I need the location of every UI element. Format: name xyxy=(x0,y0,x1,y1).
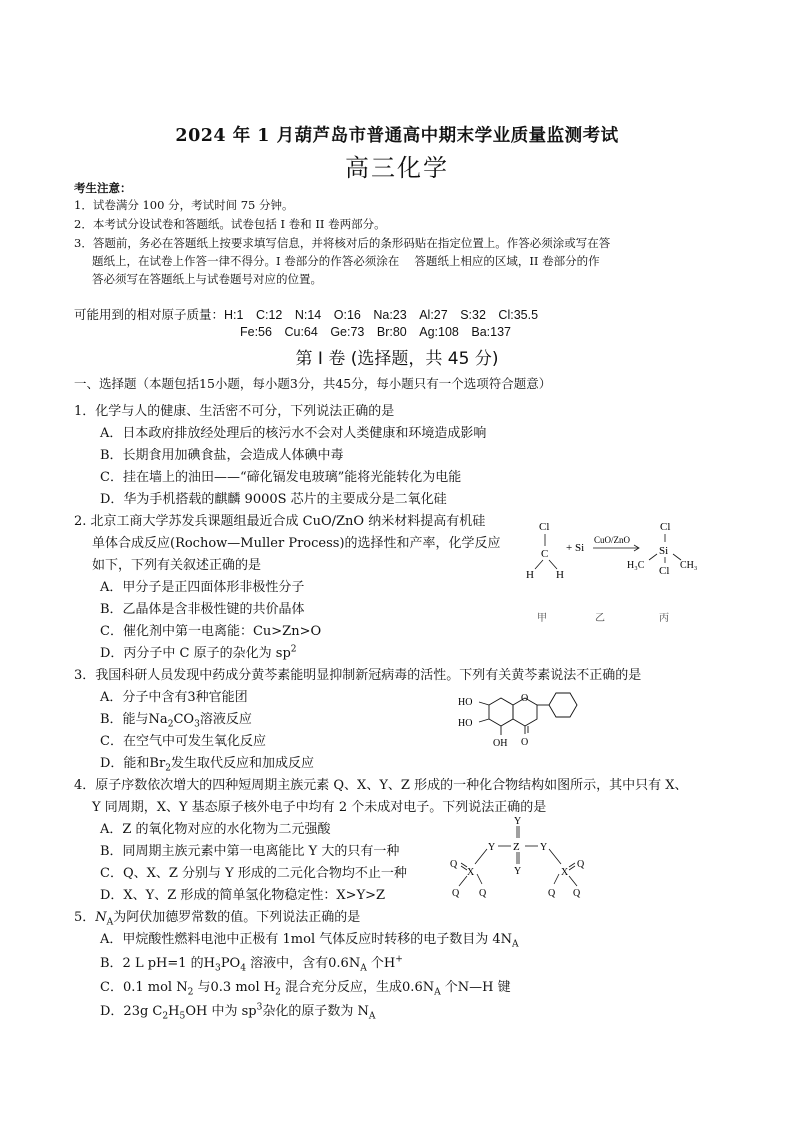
q3-ho-mid: HO xyxy=(458,718,473,729)
q5-option-c: C．0.1 mol $N_2$ 与0.3 mol $H_2$ 混合充分反应，生成$0.6N_A$ 个N—H 键 xyxy=(100,980,511,998)
subject-title: 高三化学 xyxy=(345,154,449,182)
atomic-mass-line-1: 可能用到的相对原子质量：H:1 C:12 N:14 O:16 Na:23 Al:27 S:32 Cl:35.5 xyxy=(74,308,539,322)
q4-q-right-bottom-a: Q xyxy=(548,888,556,899)
q4-stem-line-1: 4．原子序数依次增大的四种短周期主族元素 Q、X、Y、Z 形成的一种化合物结构如图所示，其中只有 X、 xyxy=(74,778,688,793)
q3-option-c: C．在空气中可发生氧化反应 xyxy=(100,734,266,749)
q5-option-d: D．23g $C_2H_5OH$ 中为 $sp^3$杂化的原子数为 $N_A$ xyxy=(100,1002,376,1022)
q2-cl-top: Cl xyxy=(539,521,550,533)
q2-carbon: C xyxy=(541,548,549,560)
q2-option-c: C．催化剂中第一电离能：Cu>Zn>O xyxy=(100,624,322,639)
q4-structure-figure xyxy=(440,812,590,902)
q2-option-d: D．丙分子中 C 原子的杂化为 $sp^2$ xyxy=(100,644,297,661)
q2-ch3: CH₃ xyxy=(680,560,698,571)
exam-title: 2024 年 1 月葫芦岛市普通高中期末学业质量监测考试 xyxy=(175,126,619,146)
q3-ring-o: O xyxy=(521,693,529,704)
q2-option-a: A．甲分子是正四面体形非极性分子 xyxy=(100,580,305,595)
q1-option-c: C．挂在墙上的油田——“碲化镉发电玻璃”能将光能转化为电能 xyxy=(100,470,462,485)
notice-item-3-line-3: 答必须写在答题纸上与试卷题号对应的位置。 xyxy=(92,272,322,286)
q4-q-left-bottom-a: Q xyxy=(452,888,460,899)
q3-oh-bottom: OH xyxy=(493,738,508,749)
q4-option-b: B．同周期主族元素中第一电离能比 Y 大的只有一种 xyxy=(100,844,400,859)
q2-catalyst: CuO/ZnO xyxy=(594,535,630,545)
q2-silicon: Si xyxy=(659,545,669,557)
q5-stem: 5．$N_A$为阿伏加德罗常数的值。下列说法正确的是 xyxy=(74,910,361,928)
q2-cl-top-product: Cl xyxy=(660,521,671,533)
q2-stem-line-2: 单体合成反应(Rochow—Muller Process)的选择性和产率，化学反应 xyxy=(92,536,501,551)
part1-title: 第 I 卷 (选择题，共 45 分) xyxy=(295,349,499,369)
q2-h-left: H xyxy=(526,569,534,581)
q1-option-d: D．华为手机搭载的麒麟 9000S 芯片的主要成分是二氧化硅 xyxy=(100,492,447,507)
q1-option-a: A．日本政府排放经处理后的核污水不会对人类健康和环境造成影响 xyxy=(100,426,487,441)
notice-heading: 考生注意： xyxy=(74,181,132,195)
q2-cl-bottom-product: Cl xyxy=(659,565,670,577)
q1-option-b: B．长期食用加碘食盐，会造成人体碘中毒 xyxy=(100,448,344,463)
q2-label-yi: 乙 xyxy=(595,613,605,624)
q2-option-b: B．乙晶体是含非极性键的共价晶体 xyxy=(100,602,305,617)
q2-h-right: H xyxy=(556,569,564,581)
section-heading: 一、选择题（本题包括15小题，每小题3分，共45分，每小题只有一个选项符合题意） xyxy=(74,376,552,391)
q3-ho-top: HO xyxy=(458,697,473,708)
q4-q-right-top: Q xyxy=(577,859,585,870)
q4-stem-line-2: Y 同周期，X、Y 基态原子核外电子中均有 2 个未成对电子。下列说法正确的是 xyxy=(92,800,547,815)
q5-option-a: A．甲烷酸性燃料电池中正极有 1mol 气体反应时转移的电子数目为 $4N_A$ xyxy=(100,932,519,950)
q4-q-left-top: Q xyxy=(450,859,458,870)
q3-stem: 3．我国科研人员发现中药成分黄芩素能明显抑制新冠病毒的活性。下列有关黄芩素说法不正确的是 xyxy=(74,668,642,683)
q1-stem: 1．化学与人的健康、生活密不可分，下列说法正确的是 xyxy=(74,404,395,419)
q2-plus-si: + Si xyxy=(566,542,585,554)
notice-item-2: 2．本考试分设试卷和答题纸。试卷包括 I 卷和 II 卷两部分。 xyxy=(74,217,386,231)
q4-x-left: X xyxy=(467,867,475,878)
notice-item-1: 1．试卷满分 100 分，考试时间 75 分钟。 xyxy=(74,198,294,212)
notice-item-3-line-2: 题纸上，在试卷上作答一律不得分。I 卷部分的作答必须涂在 答题纸上相应的区域，II 卷部分的作 xyxy=(92,254,600,268)
q4-option-a: A．Z 的氧化物对应的水化物为二元强酸 xyxy=(100,822,331,837)
q2-label-jia: 甲 xyxy=(537,613,547,624)
q2-stem-line-1: 2. 北京工商大学苏发兵课题组最近合成 CuO/ZnO 纳米材料提高有机硅 xyxy=(74,514,486,529)
q4-y-bottom: Y xyxy=(514,866,522,877)
q4-y-left: Y xyxy=(488,842,496,853)
q3-option-d: D．能和$Br_2$发生取代反应和加成反应 xyxy=(100,756,315,774)
q3-baicalein-structure xyxy=(455,690,595,762)
q3-option-b: B．能与$Na_2CO_3$溶液反应 xyxy=(100,712,252,730)
q3-carbonyl-o: O xyxy=(521,737,529,748)
q2-stem-line-3: 如下，下列有关叙述正确的是 xyxy=(92,558,262,573)
q4-q-right-bottom-b: Q xyxy=(573,888,581,899)
q2-label-bing: 丙 xyxy=(659,613,669,624)
atomic-mass-line-2: Fe:56 Cu:64 Ge:73 Br:80 Ag:108 Ba:137 xyxy=(240,325,511,339)
q4-q-left-bottom-b: Q xyxy=(479,888,487,899)
q2-reaction-figure xyxy=(510,515,710,630)
notice-item-3-line-1: 3．答题前，务必在答题纸上按要求填写信息，并将核对后的条形码贴在指定位置上。作答必须涂或写在答 xyxy=(74,236,611,250)
q4-z-center: Z xyxy=(513,841,520,853)
q5-option-b: B．2 L pH=1 的$H_3PO_4$ 溶液中，含有$0.6N_A$ 个H+ xyxy=(100,954,403,974)
q4-y-top: Y xyxy=(514,816,522,827)
q4-y-right: Y xyxy=(540,842,548,853)
q3-option-a: A．分子中含有3种官能团 xyxy=(100,690,248,705)
q2-h3c: H₃C xyxy=(627,560,645,571)
q4-option-d: D．X、Y、Z 形成的简单氢化物稳定性：X>Y>Z xyxy=(100,888,386,903)
q4-x-right: X xyxy=(561,867,569,878)
q4-option-c: C．Q、X、Z 分别与 Y 形成的二元化合物均不止一种 xyxy=(100,866,407,881)
